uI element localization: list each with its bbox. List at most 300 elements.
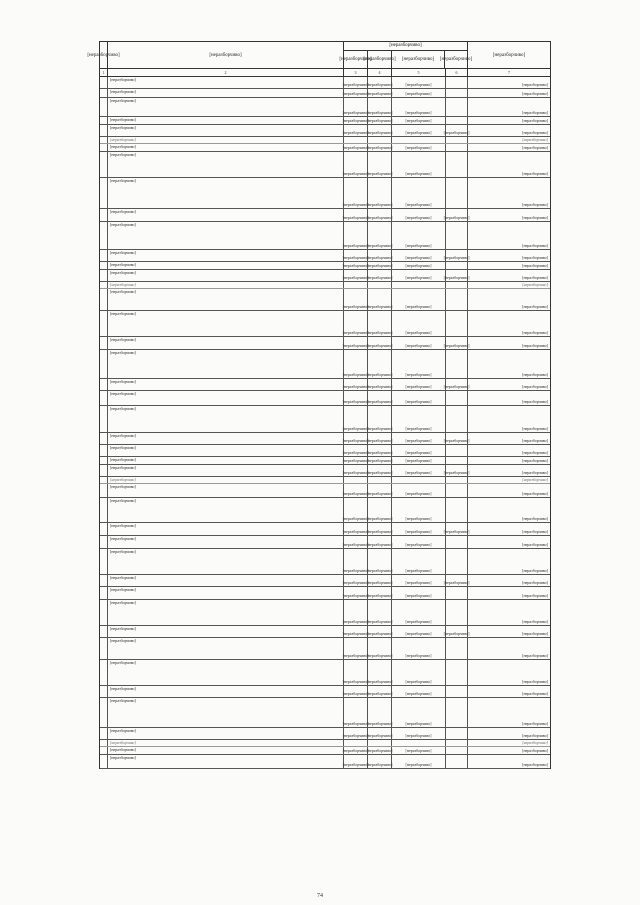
cell-razdel: [неразборчиво]: [368, 728, 392, 739]
cell-grbs: [неразборчиво]: [344, 433, 368, 444]
cell-razdel: [неразборчиво]: [368, 638, 392, 659]
cell-number: [100, 445, 108, 456]
cell-sum: [неразборчиво]: [522, 117, 548, 123]
cell-sum: [неразборчиво]: [522, 136, 548, 142]
table-row: [100, 728, 550, 740]
cell-razdel: [неразборчиво]: [368, 209, 392, 221]
budget-table: [87, 41, 551, 769]
cell-sum: [неразборчиво]: [522, 732, 548, 738]
cell-name: [неразборчиво]: [108, 660, 344, 685]
cell-sum: [неразборчиво]: [522, 567, 548, 573]
cell-cs: [неразборчиво]: [392, 600, 446, 625]
cell-number: [100, 152, 108, 177]
cell-razdel: [неразборчиво]: [368, 311, 392, 336]
cell-razdel: [неразборчиво]: [368, 587, 392, 599]
cell-razdel: [неразборчиво]: [368, 433, 392, 444]
cell-grbs: [344, 137, 368, 143]
table-row: [100, 144, 550, 152]
cell-cs: [392, 137, 446, 143]
cell-vr: [446, 484, 468, 497]
cell-name: [неразборчиво]: [108, 755, 344, 768]
cell-name: [неразборчиво]: [108, 311, 344, 336]
cell-razdel: [неразборчиво]: [368, 406, 392, 432]
cell-vr: [446, 311, 468, 336]
cell-cs: [неразборчиво]: [392, 311, 446, 336]
header-number: [неразборчиво]: [100, 42, 108, 68]
cell-sum: [неразборчиво]: [522, 214, 548, 220]
cell-cs: [неразборчиво]: [392, 433, 446, 444]
table-note-row: [100, 740, 550, 747]
table-row: [100, 152, 550, 178]
cell-cs: [неразборчиво]: [392, 250, 446, 261]
cell-grbs: [неразборчиво]: [344, 698, 368, 727]
cell-grbs: [неразборчиво]: [344, 600, 368, 625]
cell-grbs: [неразборчиво]: [344, 660, 368, 685]
cell-grbs: [неразборчиво]: [344, 498, 368, 522]
cell-sum: [неразборчиво]: [522, 515, 548, 521]
table-row: [100, 686, 550, 698]
cell-cs: [неразборчиво]: [392, 89, 446, 97]
cell-grbs: [неразборчиво]: [344, 728, 368, 739]
table-body: [100, 77, 550, 769]
cell-number: [100, 484, 108, 497]
cell-name: [неразборчиво]: [108, 587, 344, 599]
cell-name: [неразборчиво]: [108, 89, 344, 97]
cell-sum: [неразборчиво]: [522, 144, 548, 150]
cell-grbs: [неразборчиво]: [344, 484, 368, 497]
header-codes-title: [неразборчиво]: [344, 42, 467, 51]
cell-number: [100, 698, 108, 727]
cell-cs: [неразборчиво]: [392, 391, 446, 405]
cell-vr: [446, 350, 468, 378]
cell-grbs: [неразборчиво]: [344, 379, 368, 390]
cell-razdel: [неразборчиво]: [366, 90, 393, 96]
cell-number: [100, 477, 108, 483]
cell-grbs: [344, 740, 368, 746]
table-row: [100, 698, 550, 728]
cell-sum: [неразборчиво]: [522, 201, 548, 207]
page-number: 74: [317, 893, 323, 899]
table-row: [100, 77, 550, 89]
cell-razdel: [неразборчиво]: [368, 289, 392, 310]
cell-razdel: [неразборчиво]: [368, 125, 392, 136]
cell-sum: [неразборчиво]: [522, 371, 548, 377]
cell-grbs: [неразборчиво]: [344, 289, 368, 310]
table-row: [100, 484, 550, 498]
cell-sum: [неразборчиво]: [522, 747, 548, 753]
cell-grbs: [неразборчиво]: [344, 77, 368, 88]
cell-vr: [446, 178, 468, 208]
cell-vr: [неразборчиво]: [446, 575, 468, 586]
cell-name: [неразборчиво]: [108, 465, 344, 476]
cell-number: [100, 391, 108, 405]
cell-cs: [неразборчиво]: [392, 289, 446, 310]
cell-grbs: [344, 282, 368, 288]
cell-number: [100, 77, 108, 88]
cell-vr: [446, 282, 468, 288]
cell-razdel: [неразборчиво]: [368, 484, 392, 497]
cell-grbs: [неразборчиво]: [344, 536, 368, 548]
cell-razdel: [неразборчиво]: [368, 350, 392, 378]
cell-number: [100, 137, 108, 143]
cell-vr: [446, 117, 468, 124]
cell-sum: [неразборчиво]: [522, 469, 548, 475]
cell-vr: [446, 747, 468, 754]
cell-name: [неразборчиво]: [108, 477, 344, 483]
cell-number: [100, 311, 108, 336]
cell-cs: [неразборчиво]: [392, 125, 446, 136]
cell-razdel: [неразборчиво]: [368, 222, 392, 249]
table-row: [100, 498, 550, 523]
cell-number: [100, 262, 108, 269]
cell-cs: [неразборчиво]: [392, 728, 446, 739]
table-row: [100, 125, 550, 137]
table-row: [100, 445, 550, 457]
cell-razdel: [неразборчиво]: [368, 250, 392, 261]
table-row: [100, 600, 550, 626]
header-razdel: [неразборчиво]: [368, 51, 392, 68]
cell-razdel: [неразборчиво]: [368, 626, 392, 637]
cell-name: [неразборчиво]: [108, 638, 344, 659]
cell-cs: [неразборчиво]: [392, 498, 446, 522]
table-row: [100, 660, 550, 686]
cell-name: [неразборчиво]: [108, 523, 344, 535]
cell-cs: [неразборчиво]: [392, 262, 446, 269]
cell-name: [неразборчиво]: [108, 144, 344, 151]
cell-sum: [неразборчиво]: [522, 678, 548, 684]
cell-vr: [446, 755, 468, 768]
cell-sum: [неразборчиво]: [522, 90, 548, 96]
cell-grbs: [344, 477, 368, 483]
cell-name: [неразборчиво]: [108, 337, 344, 349]
cell-sum: [неразборчиво]: [522, 541, 548, 547]
cell-cs: [неразборчиво]: [392, 406, 446, 432]
cell-number: [100, 98, 108, 116]
cell-cs: [неразборчиво]: [392, 755, 446, 768]
table-row: [100, 457, 550, 465]
cell-name: [неразборчиво]: [108, 137, 344, 143]
cell-number: [100, 740, 108, 746]
cell-razdel: [неразборчиво]: [368, 465, 392, 476]
cell-number: [100, 755, 108, 768]
cell-grbs: [неразборчиво]: [344, 270, 368, 281]
cell-cs: [неразборчиво]: [392, 270, 446, 281]
cell-razdel: [неразборчиво]: [368, 498, 392, 522]
column-number-row: [100, 69, 550, 77]
cell-grbs: [неразборчиво]: [344, 406, 368, 432]
cell-razdel: [неразборчиво]: [366, 144, 393, 150]
cell-razdel: [неразборчиво]: [366, 457, 393, 463]
cell-vr: [446, 477, 468, 483]
cell-sum: [неразборчиво]: [522, 281, 548, 287]
cell-sum: [неразборчиво]: [522, 476, 548, 482]
table-row: [100, 311, 550, 337]
cell-sum: [неразборчиво]: [522, 761, 548, 767]
cell-vr: [неразборчиво]: [446, 337, 468, 349]
cell-grbs: [неразборчиво]: [342, 90, 369, 96]
cell-cs: [392, 477, 446, 483]
cell-cs: [неразборчиво]: [392, 686, 446, 697]
cell-cs: [неразборчиво]: [392, 587, 446, 599]
cell-cs: [неразборчиво]: [392, 337, 446, 349]
cell-name: [неразборчиво]: [108, 222, 344, 249]
table-row: [100, 638, 550, 660]
cell-cs: [неразборчиво]: [392, 445, 446, 456]
cell-name: [неразборчиво]: [108, 445, 344, 456]
cell-name: [неразборчиво]: [108, 575, 344, 586]
cell-name: [неразборчиво]: [108, 747, 344, 754]
cell-vr: [неразборчиво]: [446, 209, 468, 221]
cell-razdel: [неразборчиво]: [368, 755, 392, 768]
cell-vr: [446, 600, 468, 625]
cell-sum: [неразборчиво]: [522, 652, 548, 658]
cell-name: [неразборчиво]: [108, 498, 344, 522]
cell-vr: [446, 457, 468, 464]
cell-name: [неразборчиво]: [108, 282, 344, 288]
cell-number: [100, 747, 108, 754]
table-row: [100, 575, 550, 587]
cell-vr: [неразборчиво]: [446, 250, 468, 261]
cell-sum: [неразборчиво]: [522, 398, 548, 404]
column-number: 1: [100, 69, 108, 76]
cell-grbs: [неразборчиво]: [344, 209, 368, 221]
cell-sum: [неразборчиво]: [522, 490, 548, 496]
cell-cs: [неразборчиво]: [392, 222, 446, 249]
cell-number: [100, 433, 108, 444]
cell-name: [неразборчиво]: [108, 152, 344, 177]
cell-cs: [неразборчиво]: [392, 379, 446, 390]
cell-sum: [неразборчиво]: [522, 630, 548, 636]
cell-number: [100, 660, 108, 685]
cell-grbs: [неразборчиво]: [344, 626, 368, 637]
table-row: [100, 755, 550, 769]
cell-name: [неразборчиво]: [108, 379, 344, 390]
table-row: [100, 549, 550, 575]
cell-razdel: [неразборчиво]: [368, 98, 392, 116]
cell-name: [неразборчиво]: [108, 250, 344, 261]
cell-vr: [446, 89, 468, 97]
cell-cs: [392, 282, 446, 288]
table-row: [100, 178, 550, 209]
cell-name: [неразборчиво]: [108, 536, 344, 548]
cell-grbs: [неразборчиво]: [344, 465, 368, 476]
cell-number: [100, 144, 108, 151]
table-row: [100, 270, 550, 282]
cell-cs: [неразборчиво]: [392, 747, 446, 754]
cell-number: [100, 270, 108, 281]
cell-vr: [неразборчиво]: [446, 125, 468, 136]
cell-number: [100, 626, 108, 637]
cell-razdel: [неразборчиво]: [368, 575, 392, 586]
column-number: 6: [446, 69, 468, 76]
cell-cs: [неразборчиво]: [392, 575, 446, 586]
cell-grbs: [неразборчиво]: [344, 152, 368, 177]
cell-number: [100, 600, 108, 625]
cell-number: [100, 457, 108, 464]
cell-vr: [неразборчиво]: [446, 523, 468, 535]
cell-vr: [неразборчиво]: [446, 379, 468, 390]
table-row: [100, 209, 550, 222]
cell-name: [неразборчиво]: [108, 457, 344, 464]
cell-vr: [446, 137, 468, 143]
cell-name: [неразборчиво]: [108, 740, 344, 746]
cell-name: [неразборчиво]: [108, 98, 344, 116]
cell-grbs: [неразборчиво]: [344, 337, 368, 349]
cell-cs: [неразборчиво]: [392, 660, 446, 685]
cell-cs: [неразборчиво]: [392, 178, 446, 208]
cell-grbs: [неразборчиво]: [344, 125, 368, 136]
cell-vr: [446, 587, 468, 599]
cell-name: [неразборчиво]: [108, 289, 344, 310]
cell-grbs: [неразборчиво]: [344, 549, 368, 574]
cell-grbs: [неразборчиво]: [344, 250, 368, 261]
cell-sum: [неразборчиво]: [522, 437, 548, 443]
cell-cs: [неразборчиво]: [392, 626, 446, 637]
cell-vr: [446, 638, 468, 659]
cell-number: [100, 379, 108, 390]
cell-sum: [неразборчиво]: [522, 81, 548, 87]
cell-number: [100, 289, 108, 310]
cell-number: [100, 117, 108, 124]
cell-cs: [неразборчиво]: [392, 638, 446, 659]
table-row: [100, 350, 550, 379]
header-cs: [неразборчиво]: [392, 51, 445, 68]
column-number: 7: [508, 70, 510, 75]
cell-grbs: [неразборчиво]: [342, 457, 369, 463]
cell-razdel: [неразборчиво]: [368, 686, 392, 697]
cell-razdel: [неразборчиво]: [368, 600, 392, 625]
cell-sum: [неразборчиво]: [522, 383, 548, 389]
cell-cs: [неразборчиво]: [392, 698, 446, 727]
cell-razdel: [неразборчиво]: [368, 152, 392, 177]
cell-name: [неразборчиво]: [108, 484, 344, 497]
cell-sum: [неразборчиво]: [522, 618, 548, 624]
cell-sum: [неразборчиво]: [522, 449, 548, 455]
table-row: [100, 98, 550, 117]
cell-sum: [неразборчиво]: [522, 457, 548, 463]
cell-vr: [446, 98, 468, 116]
table-row: [100, 89, 550, 98]
cell-number: [100, 465, 108, 476]
cell-vr: [446, 698, 468, 727]
cell-grbs: [неразборчиво]: [344, 311, 368, 336]
cell-number: [100, 89, 108, 97]
cell-name: [неразборчиво]: [108, 549, 344, 574]
cell-sum: [неразборчиво]: [522, 720, 548, 726]
cell-cs: [неразборчиво]: [392, 209, 446, 221]
column-number: 4: [368, 69, 392, 76]
header-name: [неразборчиво]: [108, 42, 344, 68]
cell-cs: [неразборчиво]: [392, 77, 446, 88]
cell-cs: [неразборчиво]: [392, 98, 446, 116]
cell-vr: [446, 262, 468, 269]
cell-number: [100, 125, 108, 136]
cell-cs: [неразборчиво]: [392, 484, 446, 497]
cell-razdel: [неразборчиво]: [368, 660, 392, 685]
cell-grbs: [неразборчиво]: [344, 523, 368, 535]
table-row: [100, 222, 550, 250]
cell-name: [неразборчиво]: [108, 600, 344, 625]
cell-cs: [392, 740, 446, 746]
cell-cs: [неразборчиво]: [392, 144, 446, 151]
table-row: [100, 262, 550, 270]
cell-number: [100, 523, 108, 535]
table-header: [87, 42, 550, 69]
table-row: [100, 465, 550, 477]
cell-grbs: [неразборчиво]: [344, 98, 368, 116]
table-row: [100, 379, 550, 391]
cell-number: [100, 549, 108, 574]
cell-cs: [неразборчиво]: [392, 523, 446, 535]
cell-cs: [неразборчиво]: [392, 465, 446, 476]
cell-sum: [неразборчиво]: [522, 262, 548, 268]
cell-grbs: [неразборчиво]: [342, 747, 369, 753]
cell-cs: [неразборчиво]: [392, 350, 446, 378]
column-number: 5: [392, 69, 446, 76]
cell-cs: [неразборчиво]: [392, 152, 446, 177]
header-vr: [неразборчиво]: [439, 57, 473, 62]
cell-name: [неразборчиво]: [108, 77, 344, 88]
cell-razdel: [368, 282, 392, 288]
cell-sum: [неразборчиво]: [522, 254, 548, 260]
cell-sum: [неразборчиво]: [522, 170, 548, 176]
table-row: [100, 536, 550, 549]
header-sum: [неразборчиво]: [492, 52, 526, 58]
cell-grbs: [неразборчиво]: [344, 686, 368, 697]
cell-number: [100, 536, 108, 548]
cell-grbs: [неразборчиво]: [344, 575, 368, 586]
cell-razdel: [неразборчиво]: [368, 337, 392, 349]
cell-vr: [446, 740, 468, 746]
header-grbs: [неразборчиво]: [344, 51, 368, 68]
cell-grbs: [неразборчиво]: [344, 350, 368, 378]
cell-vr: [неразборчиво]: [446, 270, 468, 281]
cell-grbs: [неразборчиво]: [344, 587, 368, 599]
cell-cs: [неразборчиво]: [392, 457, 446, 464]
cell-vr: [446, 536, 468, 548]
cell-number: [100, 575, 108, 586]
cell-sum: [неразборчиво]: [522, 528, 548, 534]
cell-number: [100, 178, 108, 208]
cell-cs: [неразборчиво]: [392, 549, 446, 574]
cell-sum: [неразборчиво]: [522, 592, 548, 598]
table-row: [100, 250, 550, 262]
cell-name: [неразборчиво]: [108, 406, 344, 432]
cell-razdel: [неразборчиво]: [368, 391, 392, 405]
cell-razdel: [368, 740, 392, 746]
cell-razdel: [неразборчиво]: [368, 178, 392, 208]
cell-name: [неразборчиво]: [108, 391, 344, 405]
cell-number: [100, 350, 108, 378]
cell-vr: [446, 406, 468, 432]
cell-vr: [446, 549, 468, 574]
cell-razdel: [неразборчиво]: [368, 445, 392, 456]
cell-name: [неразборчиво]: [108, 178, 344, 208]
cell-razdel: [неразборчиво]: [366, 262, 393, 268]
table-note-row: [100, 137, 550, 144]
cell-sum: [неразборчиво]: [522, 342, 548, 348]
cell-razdel: [368, 137, 392, 143]
cell-number: [100, 587, 108, 599]
cell-razdel: [неразборчиво]: [368, 77, 392, 88]
table-note-row: [100, 477, 550, 484]
table-row: [100, 433, 550, 445]
cell-grbs: [неразборчиво]: [344, 178, 368, 208]
cell-sum: [неразборчиво]: [522, 109, 548, 115]
cell-razdel: [неразборчиво]: [368, 698, 392, 727]
cell-number: [100, 686, 108, 697]
cell-name: [неразборчиво]: [108, 117, 344, 124]
